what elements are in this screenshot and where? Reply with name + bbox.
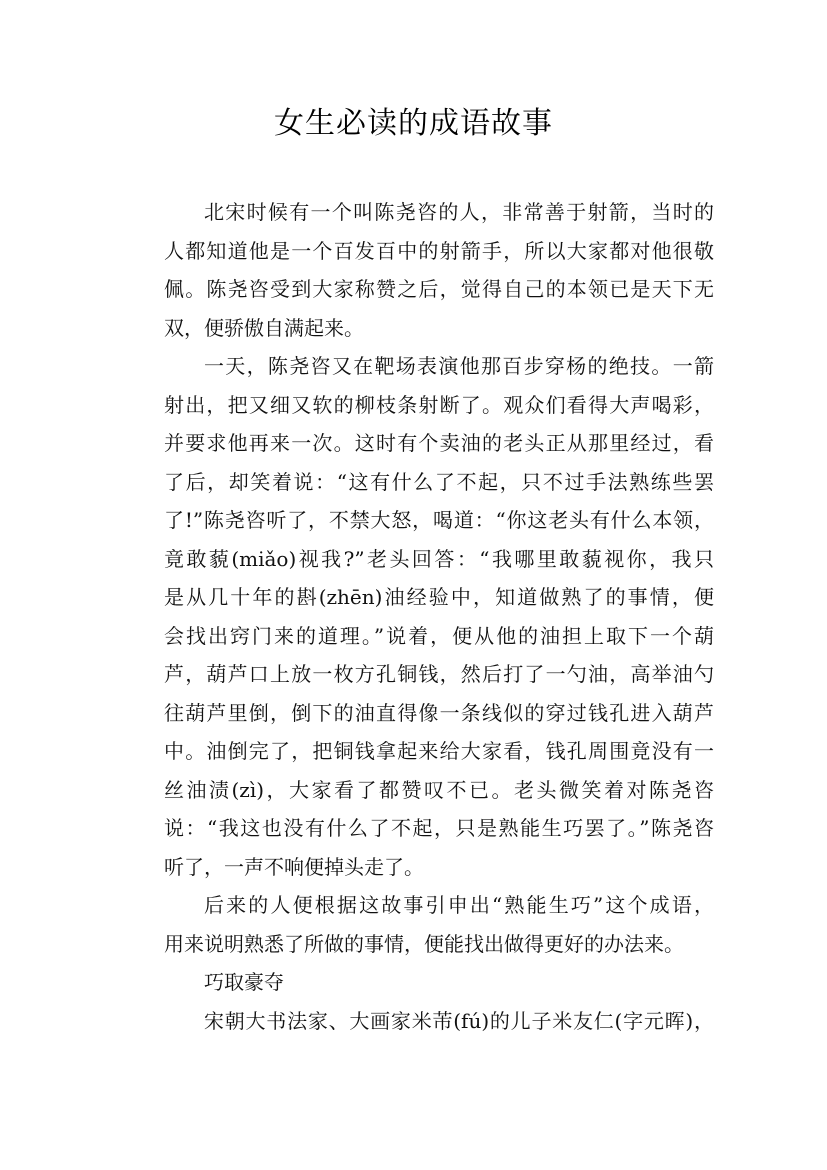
section-heading bbox=[124, 963, 714, 1002]
paragraph bbox=[124, 193, 714, 347]
text-line: 了后，却笑着说：“这有什么了不起，只不过手法熟练些罢 bbox=[164, 469, 714, 494]
text-line: 射出，把又细又软的柳枝条射断了。观众们看得大声喝彩， bbox=[164, 392, 714, 417]
text-line: 会找出窍门来的道理。”说着，便从他的油担上取下一个葫 bbox=[164, 623, 714, 648]
text-line: 并要求他再来一次。这时有个卖油的老头正从那里经过，看 bbox=[164, 431, 714, 455]
text-line: 竟敢藐(miǎo)视我?”老头回答：“我哪里敢藐视你，我只 bbox=[164, 546, 714, 571]
document-body bbox=[124, 193, 714, 1040]
text-line: 人都知道他是一个百发百中的射箭手，所以大家都对他很敬 bbox=[164, 238, 714, 263]
text-line: 一天，陈尧咨又在靶场表演他那百步穿杨的绝技。一箭 bbox=[204, 354, 714, 378]
text-line: 用来说明熟悉了所做的事情，便能找出做得更好的办法来。 bbox=[164, 931, 684, 956]
document-title: 女生必读的成语故事 bbox=[274, 106, 553, 141]
text-line: 是从几十年的斟(zhēn)油经验中，知道做熟了的事情，便 bbox=[164, 585, 714, 609]
text-line: 双，便骄傲自满起来。 bbox=[164, 315, 364, 340]
text-line: 丝油渍(zì)，大家看了都赞叹不已。老头微笑着对陈尧咨 bbox=[164, 777, 714, 802]
text-line: 佩。陈尧咨受到大家称赞之后，觉得自己的本领已是天下无 bbox=[164, 277, 714, 301]
text-line: 听了，一声不响便掉头走了。 bbox=[164, 854, 424, 879]
text-line: 宋朝大书法家、大画家米芾(fú)的儿子米友仁(字元晖)， bbox=[204, 1008, 714, 1033]
text-line: 北宋时候有一个叫陈尧咨的人，非常善于射箭，当时的 bbox=[204, 200, 714, 224]
text-line: 中。油倒完了，把铜钱拿起来给大家看，钱孔周围竟没有一 bbox=[164, 739, 714, 763]
paragraph bbox=[124, 886, 714, 963]
text-line: 往葫芦里倒，倒下的油直得像一条线似的穿过钱孔进入葫芦 bbox=[164, 700, 714, 725]
text-line: 巧取豪夺 bbox=[204, 970, 284, 994]
paragraph bbox=[124, 1002, 714, 1041]
text-line: 芦，葫芦口上放一枚方孔铜钱，然后打了一勺油，高举油勺 bbox=[164, 662, 714, 686]
text-line: 后来的人便根据这故事引申出“熟能生巧”这个成语， bbox=[204, 893, 714, 917]
paragraph bbox=[124, 347, 714, 886]
text-line: 说：“我这也没有什么了不起，只是熟能生巧罢了。”陈尧咨 bbox=[164, 816, 714, 840]
text-line: 了!”陈尧咨听了，不禁大怒，喝道：“你这老头有什么本领， bbox=[164, 508, 714, 532]
